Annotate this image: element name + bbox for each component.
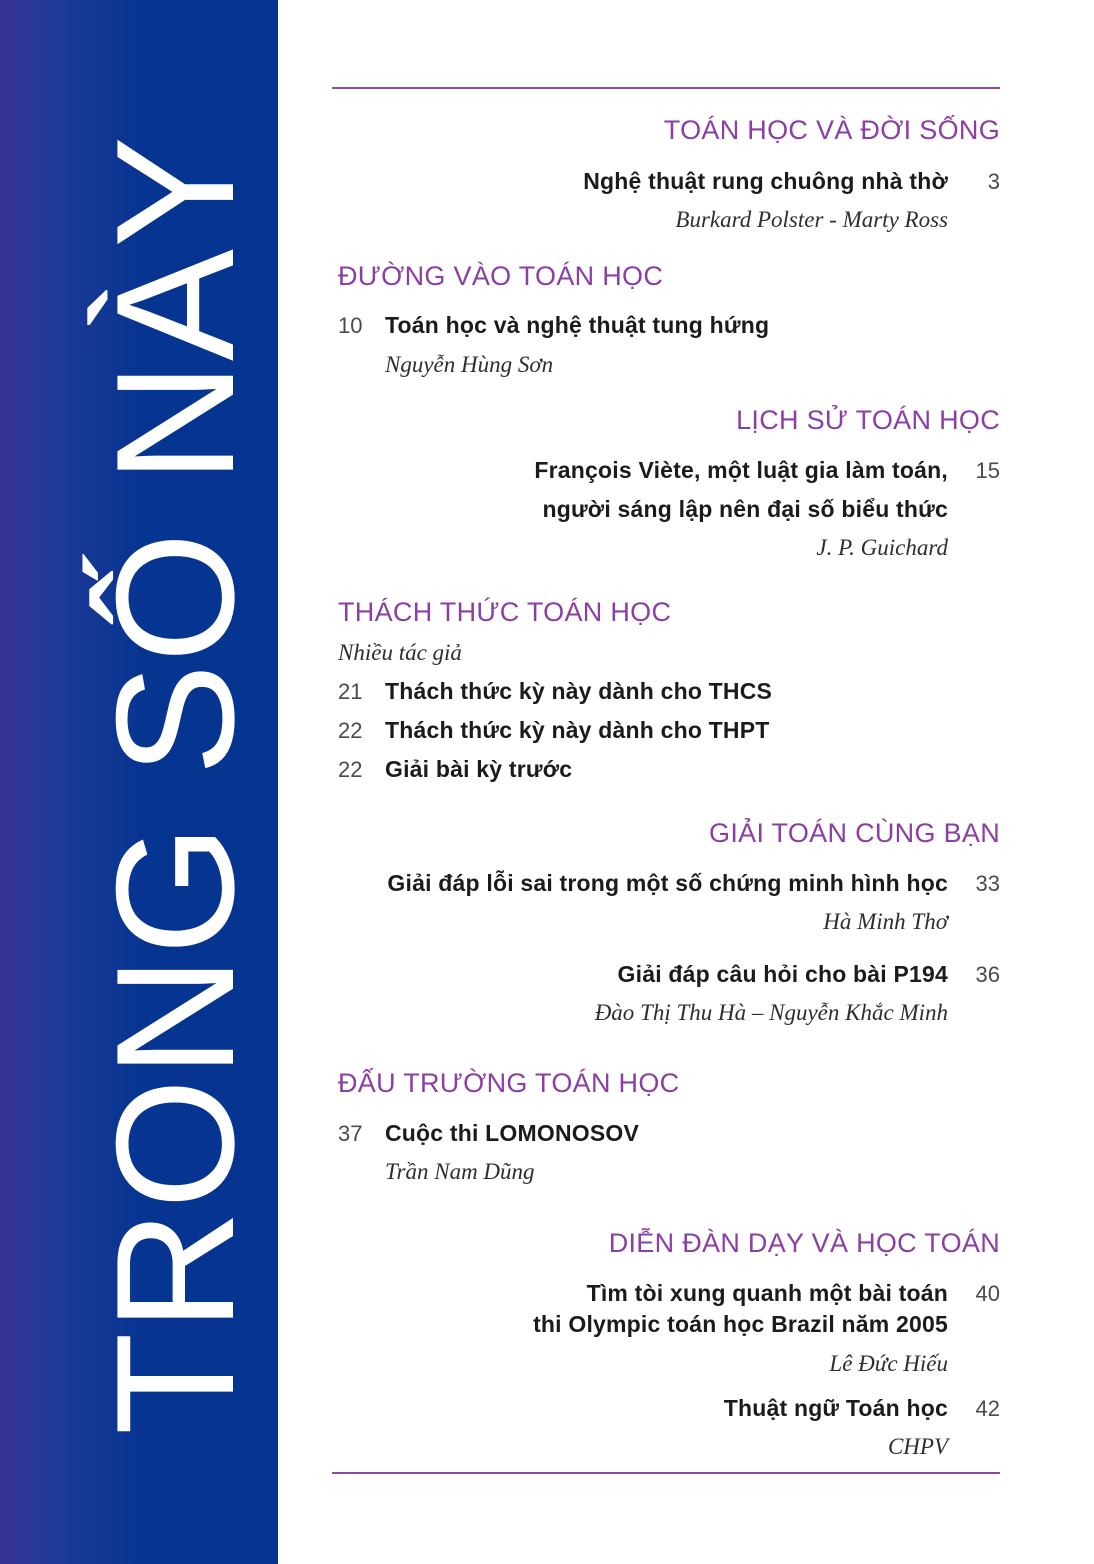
article-author: Lê Đức Hiếu (829, 1351, 948, 1376)
article-title-line2[interactable]: thi Olympic toán học Brazil năm 2005 (533, 1311, 948, 1337)
article-author: Nguyễn Hùng Sơn (385, 352, 554, 377)
article-title[interactable]: Thách thức kỳ này dành cho THCS (385, 678, 773, 704)
page-number: 10 (338, 313, 363, 338)
page-number: 21 (338, 679, 363, 704)
top-divider (332, 87, 1000, 89)
article-title[interactable]: Thuật ngữ Toán học (723, 1395, 948, 1421)
article-title[interactable]: Thách thức kỳ này dành cho THPT (385, 717, 770, 743)
page-number: 36 (975, 962, 1000, 987)
section-heading-thach-thuc-toan-hoc[interactable]: THÁCH THỨC TOÁN HỌC (338, 597, 672, 627)
article-author: Hà Minh Thơ (823, 909, 948, 934)
page-number: 42 (975, 1396, 1000, 1421)
article-title[interactable]: Giải đáp câu hỏi cho bài P194 (617, 961, 948, 987)
article-author: Đào Thị Thu Hà – Nguyễn Khắc Minh (594, 1000, 948, 1025)
section-heading-giai-toan-cung-ban[interactable]: GIẢI TOÁN CÙNG BẠN (709, 818, 1000, 848)
page-number: 22 (338, 718, 363, 743)
article-title-line1[interactable]: François Viète, một luật gia làm toán, (534, 457, 948, 483)
article-title[interactable]: Toán học và nghệ thuật tung hứng (385, 312, 770, 338)
page-number: 3 (987, 169, 1000, 194)
article-author: Trần Nam Dũng (385, 1159, 535, 1184)
page-number: 37 (338, 1121, 363, 1146)
page-number: 15 (975, 458, 1000, 483)
section-author: Nhiều tác giả (338, 640, 462, 665)
article-title-line1[interactable]: Tìm tòi xung quanh một bài toán (586, 1280, 948, 1306)
section-heading-lich-su-toan-hoc[interactable]: LỊCH SỬ TOÁN HỌC (736, 405, 1000, 435)
sidebar-banner (0, 0, 278, 1564)
article-title[interactable]: Cuộc thi LOMONOSOV (385, 1120, 640, 1146)
article-title[interactable]: Giải đáp lỗi sai trong một số chứng minh hình học (387, 870, 948, 896)
article-author: J. P. Guichard (816, 535, 948, 560)
article-author: CHPV (887, 1434, 948, 1459)
article-title-line2[interactable]: người sáng lập nên đại số biểu thức (542, 496, 948, 522)
section-heading-toan-hoc-va-doi-song[interactable]: TOÁN HỌC VÀ ĐỜI SỐNG (663, 115, 1000, 145)
section-heading-dien-dan-day-va-hoc-toan[interactable]: DIỄN ĐÀN DẠY VÀ HỌC TOÁN (608, 1228, 1000, 1258)
article-title[interactable]: Nghệ thuật rung chuông nhà thờ (583, 168, 948, 194)
article-title[interactable]: Giải bài kỳ trước (385, 756, 573, 782)
sidebar-title: TRONG SỐ NÀY (81, 134, 269, 1436)
page-number: 40 (975, 1281, 1000, 1306)
page-number: 22 (338, 757, 363, 782)
page-number: 33 (975, 871, 1000, 896)
bottom-divider (332, 1472, 1000, 1474)
article-author: Burkard Polster - Marty Ross (675, 207, 948, 232)
section-heading-dau-truong-toan-hoc[interactable]: ĐẤU TRƯỜNG TOÁN HỌC (338, 1068, 680, 1098)
section-heading-duong-vao-toan-hoc[interactable]: ĐƯỜNG VÀO TOÁN HỌC (338, 261, 664, 291)
